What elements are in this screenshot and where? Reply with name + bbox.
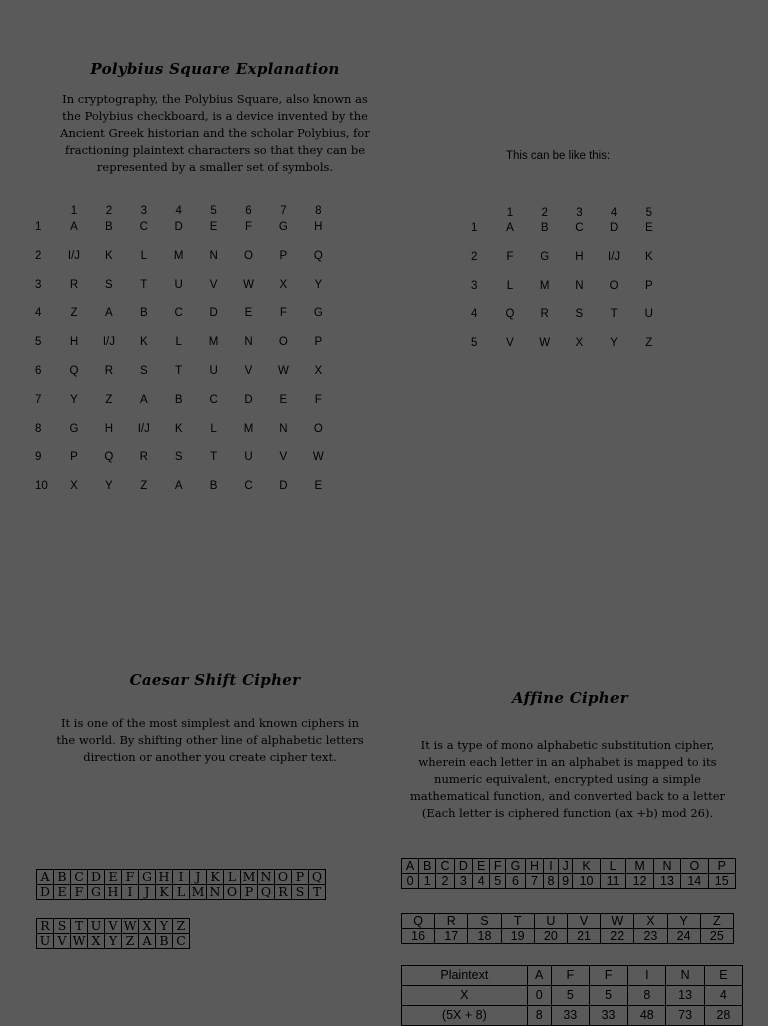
caesar-table-1-cell: T — [309, 885, 326, 900]
affine-table-2-cell: 22 — [601, 929, 634, 944]
polybius-column-header: 7 — [280, 205, 287, 217]
polybius-cell: Q — [104, 451, 114, 464]
small-square-cell: D — [609, 222, 619, 234]
caesar-text-line: the world. By shifting other line of alphabetic letters — [56, 733, 364, 747]
small-square-row-label: 3 — [471, 279, 478, 292]
affine-table-1-cell: 13 — [653, 874, 680, 889]
polybius-cell: A — [174, 480, 183, 493]
caesar-table-1-cell: K — [207, 870, 224, 885]
small-square-cell: I/J — [608, 250, 621, 263]
affine-table-1-cell: G — [506, 859, 526, 874]
caesar-table-2-cell: R — [37, 919, 54, 934]
polybius-cell: Y — [314, 278, 323, 291]
small-square-cell: P — [644, 279, 653, 292]
small-square-cell: G — [540, 250, 550, 263]
polybius-cell: B — [174, 393, 183, 406]
affine-table-1-cell: 4 — [473, 874, 490, 889]
affine-table-1-row — [402, 859, 736, 874]
affine-table-1-cell: 11 — [600, 874, 626, 889]
polybius-cell: C — [139, 221, 148, 233]
caesar-table-2-cell: W — [122, 919, 139, 934]
polybius-cell: I/J — [137, 422, 150, 435]
caesar-table-1-cell: J — [190, 870, 207, 885]
caesar-table-1-cell: L — [224, 870, 241, 885]
affine-table-3-cell: 73 — [666, 1006, 704, 1026]
affine-table-1-cell: 1 — [419, 874, 436, 889]
affine-table-3-cell: F — [551, 966, 589, 986]
caesar-table-1-cell: P — [241, 885, 258, 900]
caesar-table-2-cell: V — [105, 919, 122, 934]
polybius-cell: D — [209, 307, 218, 320]
polybius-row-label: 4 — [35, 307, 42, 320]
small-square-cell: Q — [505, 308, 515, 321]
caesar-text-line: It is one of the most simplest and known ciphers in — [60, 716, 359, 730]
polybius-text-line: fractioning plaintext characters so that they can be — [64, 143, 366, 157]
caesar-table-2-cell: S — [54, 919, 71, 934]
affine-title: Affine Cipher — [511, 689, 629, 707]
affine-table-2-cell: U — [534, 914, 567, 929]
affine-table-3-cell: 4 — [704, 986, 742, 1006]
affine-table-2 — [401, 913, 734, 944]
caesar-table-1-cell: G — [88, 885, 105, 900]
affine-table-1-cell: 14 — [681, 874, 708, 889]
affine-table-1-cell: 8 — [544, 874, 559, 889]
affine-table-1-cell: K — [573, 859, 600, 874]
caesar-table-1-cell: O — [275, 870, 292, 885]
affine-table-3-cell: 33 — [589, 1006, 627, 1026]
affine-table-2-cell: R — [435, 914, 468, 929]
affine-table-3-cell: I — [628, 966, 666, 986]
polybius-cell: B — [209, 480, 218, 493]
polybius-cell: L — [210, 422, 217, 435]
affine-table-1-cell: L — [600, 859, 626, 874]
polybius-cell: U — [174, 278, 183, 291]
affine-table-2-cell: T — [501, 914, 534, 929]
affine-table-1-row — [402, 874, 736, 889]
caesar-table-2-cell: V — [54, 934, 71, 949]
small-square-cell: N — [575, 279, 584, 292]
caesar-table-1-cell: M — [241, 870, 258, 885]
polybius-cell: W — [312, 451, 324, 464]
caesar-table-2-cell: T — [71, 919, 88, 934]
caesar-table-2-cell: C — [173, 934, 190, 949]
caesar-table-1-cell: A — [37, 870, 54, 885]
caesar-table-1-row — [37, 885, 326, 900]
affine-table-1-cell: 10 — [573, 874, 600, 889]
caesar-table-2-cell: X — [139, 919, 156, 934]
polybius-cell: C — [209, 393, 218, 406]
polybius-cell: W — [277, 365, 289, 377]
caesar-table-1-cell: H — [105, 885, 122, 900]
small-square-cell: R — [540, 308, 549, 321]
small-square-cell: O — [609, 279, 619, 292]
affine-table-1-cell: J — [558, 859, 573, 874]
caesar-table-1-cell: E — [105, 870, 122, 885]
caesar-table-1-cell: I — [173, 870, 190, 885]
caesar-table-1-cell: C — [71, 870, 88, 885]
polybius-cell: B — [139, 307, 148, 320]
affine-text-line: (Each letter is ciphered function (ax +b) mod 26). — [421, 806, 714, 820]
caesar-table-1-cell: F — [71, 885, 88, 900]
polybius-cell: V — [244, 365, 253, 377]
affine-table-2-cell: Q — [402, 914, 435, 929]
affine-table-1-cell: P — [708, 859, 736, 874]
small-square-cell: L — [506, 279, 514, 292]
caesar-table-1-cell: N — [258, 870, 275, 885]
small-square-cell: S — [575, 308, 584, 321]
affine-table-1-cell: C — [436, 859, 454, 874]
polybius-cell: R — [104, 365, 114, 377]
polybius-column-header: 5 — [210, 205, 217, 217]
small-square-cell: T — [610, 308, 618, 321]
polybius-row-label: 9 — [35, 451, 42, 464]
affine-table-2-cell: Z — [700, 914, 733, 929]
polybius-cell: H — [314, 221, 323, 233]
polybius-cell: Q — [69, 365, 79, 377]
polybius-cell: Z — [140, 480, 148, 493]
caesar-table-1-cell: G — [139, 870, 156, 885]
affine-table-3-cell: 28 — [704, 1006, 742, 1026]
small-square-cell: Y — [610, 337, 618, 350]
caesar-table-2-cell: Y — [156, 919, 173, 934]
polybius-text-line: In cryptography, the Polybius Square, also known as — [62, 92, 368, 106]
polybius-cell: B — [105, 221, 113, 233]
affine-table-2-cell: 21 — [567, 929, 600, 944]
small-square-row-label: 1 — [471, 222, 478, 234]
polybius-row-label: 7 — [35, 393, 42, 406]
polybius-column-header: 8 — [315, 205, 322, 217]
polybius-cell: I/J — [102, 336, 115, 349]
affine-table-1-cell: N — [653, 859, 680, 874]
affine-table-1-cell: 12 — [626, 874, 653, 889]
small-square-cell: E — [644, 222, 653, 234]
caesar-table-1-cell: L — [173, 885, 190, 900]
polybius-cell: A — [105, 307, 113, 320]
affine-table-2-row — [402, 914, 734, 929]
polybius-cell: F — [314, 393, 322, 406]
affine-table-1-cell: D — [454, 859, 472, 874]
polybius-cell: W — [243, 278, 254, 291]
polybius-row-label: 5 — [35, 336, 42, 349]
affine-table-1-cell: F — [490, 859, 506, 874]
affine-description — [400, 737, 735, 822]
caesar-table-2 — [36, 918, 190, 949]
polybius-row-label: 6 — [35, 365, 42, 377]
affine-table-1-cell: A — [402, 859, 419, 874]
affine-text-line: mathematical function, and converted back to a letter — [409, 789, 726, 803]
polybius-column-header: 2 — [105, 205, 113, 217]
polybius-cell: A — [139, 393, 148, 406]
small-square-cell: K — [644, 250, 653, 263]
small-square-cell: W — [539, 337, 551, 350]
small-square-caption: This can be like this: — [506, 150, 611, 162]
polybius-row-label: 8 — [35, 422, 42, 435]
polybius-cell: D — [244, 393, 253, 406]
affine-table-3-cell: A — [527, 966, 551, 986]
polybius-cell: U — [244, 451, 253, 464]
small-square-column-header: 1 — [506, 207, 514, 219]
polybius-cell: H — [104, 422, 114, 435]
polybius-cell: Y — [105, 480, 113, 493]
polybius-row-label: 1 — [35, 221, 42, 233]
small-square-column-header: 3 — [576, 207, 583, 219]
polybius-cell: T — [210, 451, 218, 464]
affine-table-1-cell: B — [419, 859, 436, 874]
polybius-cell: S — [174, 451, 183, 464]
polybius-cell: T — [175, 365, 183, 377]
affine-table-2-cell: 16 — [402, 929, 435, 944]
caesar-table-2-row — [37, 919, 190, 934]
small-square-column-header: 4 — [610, 207, 618, 219]
polybius-cell: N — [244, 336, 253, 349]
caesar-table-2-row — [37, 934, 190, 949]
polybius-cell: M — [243, 422, 254, 435]
polybius-cell: Z — [70, 307, 78, 320]
polybius-column-header: 3 — [140, 205, 147, 217]
caesar-table-2-cell: Z — [173, 919, 190, 934]
caesar-table-2-cell: U — [88, 919, 105, 934]
caesar-table-2-cell: Z — [122, 934, 139, 949]
affine-table-2-cell: 17 — [435, 929, 468, 944]
affine-table-3-cell: 8 — [628, 986, 666, 1006]
polybius-description — [30, 91, 400, 176]
polybius-cell: D — [279, 480, 288, 493]
polybius-cell: K — [139, 336, 148, 349]
polybius-cell: G — [69, 422, 79, 435]
affine-table-3-cell: N — [666, 966, 704, 986]
affine-table-3-cell: E — [704, 966, 742, 986]
polybius-cell: O — [313, 422, 323, 435]
affine-table-3-cell: 48 — [628, 1006, 666, 1026]
polybius-cell: E — [244, 307, 253, 320]
caesar-table-1-cell: D — [88, 870, 105, 885]
small-square-cell: X — [575, 337, 584, 350]
small-square-cell: F — [506, 250, 514, 263]
small-square-cell: H — [575, 250, 584, 263]
small-square-cell: Z — [645, 337, 653, 350]
polybius-cell: T — [140, 278, 148, 291]
caesar-table-1-cell: I — [122, 885, 139, 900]
affine-table-2-cell: 19 — [501, 929, 534, 944]
small-square-cell: U — [644, 308, 653, 321]
caesar-table-1-row — [37, 870, 326, 885]
small-square-cell: M — [539, 279, 550, 292]
affine-table-3-cell: 5 — [551, 986, 589, 1006]
affine-text-line: It is a type of mono alphabetic substitution cipher, — [420, 738, 715, 752]
polybius-cell: R — [139, 451, 148, 464]
affine-table-2-cell: 23 — [634, 929, 667, 944]
affine-table-3-cell: X — [402, 986, 528, 1006]
polybius-cell: X — [279, 278, 288, 291]
affine-table-2-cell: S — [468, 914, 501, 929]
caesar-table-1-cell: D — [37, 885, 54, 900]
polybius-cell: E — [279, 393, 288, 406]
affine-table-1-cell: 9 — [558, 874, 573, 889]
polybius-cell: P — [314, 336, 323, 349]
polybius-cell: L — [175, 336, 182, 349]
affine-table-1-cell: H — [525, 859, 543, 874]
caesar-table-2-cell: X — [88, 934, 105, 949]
polybius-cell: F — [244, 221, 253, 233]
caesar-table-1-cell: O — [224, 885, 241, 900]
polybius-cell: G — [278, 221, 288, 233]
affine-table-2-cell: 24 — [667, 929, 700, 944]
caesar-description — [40, 715, 380, 766]
caesar-table-1-cell: R — [275, 885, 292, 900]
polybius-cell: V — [279, 451, 288, 464]
polybius-cell: N — [279, 422, 288, 435]
affine-table-1-cell: O — [681, 859, 708, 874]
affine-table-3-row — [402, 986, 743, 1006]
polybius-cell: X — [70, 480, 78, 493]
polybius-cell: U — [209, 365, 218, 377]
polybius-cell: Z — [105, 393, 113, 406]
affine-text-line: wherein each letter in an alphabet is mapped to its — [418, 755, 717, 769]
affine-table-1-cell: 5 — [490, 874, 506, 889]
caesar-table-1-cell: M — [190, 885, 207, 900]
affine-table-1-cell: E — [473, 859, 490, 874]
polybius-cell: C — [174, 307, 183, 320]
polybius-cell: N — [209, 249, 218, 262]
affine-table-3-row — [402, 966, 743, 986]
caesar-table-1-cell: Q — [309, 870, 326, 885]
affine-table-1-cell: 6 — [506, 874, 526, 889]
caesar-table-1-cell: K — [156, 885, 173, 900]
affine-table-2-cell: X — [634, 914, 667, 929]
affine-table-1-cell: 2 — [436, 874, 454, 889]
polybius-cell: R — [69, 278, 79, 291]
polybius-column-header: 1 — [70, 205, 78, 217]
affine-table-1-cell: 7 — [525, 874, 543, 889]
polybius-row-label: 3 — [35, 278, 42, 291]
caesar-table-1-cell: B — [54, 870, 71, 885]
polybius-text-line: Ancient Greek historian and the scholar Polybius, for — [60, 126, 370, 140]
caesar-table-2-cell: B — [156, 934, 173, 949]
polybius-cell: H — [69, 336, 79, 349]
affine-table-2-cell: 25 — [700, 929, 733, 944]
polybius-cell: D — [174, 221, 183, 233]
affine-table-1 — [401, 858, 736, 889]
small-square-column-header: 5 — [645, 207, 652, 219]
affine-table-2-cell: V — [567, 914, 600, 929]
polybius-column-header: 4 — [175, 205, 182, 217]
polybius-title: Polybius Square Explanation — [90, 60, 340, 78]
caesar-table-1-cell: H — [156, 870, 173, 885]
affine-table-3-cell: F — [589, 966, 627, 986]
polybius-text-line: represented by a smaller set of symbols. — [96, 160, 334, 174]
polybius-cell: E — [209, 221, 218, 233]
small-square-row-label: 5 — [471, 337, 478, 350]
affine-table-1-cell: 15 — [708, 874, 736, 889]
caesar-text-line: direction or another you create cipher text. — [83, 750, 337, 764]
polybius-cell: X — [314, 365, 323, 377]
caesar-table-1 — [36, 869, 326, 900]
small-square-cell: V — [506, 337, 514, 350]
polybius-cell: Y — [70, 393, 78, 406]
affine-table-3-cell: 0 — [527, 986, 551, 1006]
affine-table-3-row — [402, 1006, 743, 1026]
polybius-cell: P — [279, 249, 288, 262]
affine-table-1-cell: I — [544, 859, 559, 874]
caesar-table-1-cell: N — [207, 885, 224, 900]
polybius-cell: S — [139, 365, 148, 377]
affine-table-3-cell: 33 — [551, 1006, 589, 1026]
caesar-table-1-cell: P — [292, 870, 309, 885]
polybius-cell: P — [70, 451, 78, 464]
polybius-cell: F — [279, 307, 287, 320]
affine-table-3-cell: (5X + 8) — [402, 1006, 528, 1026]
polybius-cell: O — [244, 249, 253, 262]
small-square-cell: C — [575, 222, 584, 234]
caesar-table-1-cell: E — [54, 885, 71, 900]
polybius-cell: O — [278, 336, 288, 349]
caesar-table-2-cell: Y — [105, 934, 122, 949]
small-square-row-label: 2 — [471, 250, 478, 263]
caesar-table-1-cell: Q — [258, 885, 275, 900]
affine-table-3-cell: Plaintext — [402, 966, 528, 986]
polybius-cell: V — [209, 278, 218, 291]
affine-table-1-cell: M — [626, 859, 653, 874]
affine-table-1-cell: 3 — [454, 874, 472, 889]
polybius-cell: K — [105, 249, 113, 262]
polybius-cell: K — [174, 422, 183, 435]
polybius-cell: G — [313, 307, 323, 320]
caesar-table-1-cell: J — [139, 885, 156, 900]
affine-table-2-cell: Y — [667, 914, 700, 929]
polybius-row-label: 10 — [35, 480, 48, 493]
affine-table-3-cell: 8 — [527, 1006, 551, 1026]
affine-table-3-cell: 13 — [666, 986, 704, 1006]
affine-text-line: numeric equivalent, encrypted using a simple — [434, 772, 701, 786]
caesar-title: Caesar Shift Cipher — [129, 671, 301, 689]
polybius-cell: E — [314, 480, 323, 493]
small-square-column-header: 2 — [541, 207, 548, 219]
polybius-cell: S — [105, 278, 113, 291]
caesar-table-1-cell: S — [292, 885, 309, 900]
polybius-column-header: 6 — [245, 205, 252, 217]
polybius-cell: M — [208, 336, 219, 349]
polybius-text-line: the Polybius checkboard, is a device invented by the — [62, 109, 368, 123]
polybius-cell: Q — [313, 249, 323, 262]
caesar-table-1-cell: F — [122, 870, 139, 885]
caesar-table-2-cell: W — [71, 934, 88, 949]
small-square-cell: B — [540, 222, 549, 234]
polybius-cell: A — [70, 221, 78, 233]
polybius-row-label: 2 — [35, 249, 42, 262]
affine-table-3-cell: 5 — [589, 986, 627, 1006]
small-square-cell: A — [506, 222, 514, 234]
caesar-table-2-cell: A — [139, 934, 156, 949]
affine-table-2-cell: 18 — [468, 929, 501, 944]
polybius-cell: L — [140, 249, 147, 262]
polybius-cell: C — [244, 480, 253, 493]
affine-table-1-cell: 0 — [402, 874, 419, 889]
affine-table-2-cell: 20 — [534, 929, 567, 944]
caesar-table-2-cell: U — [37, 934, 54, 949]
affine-table-2-row — [402, 929, 734, 944]
affine-table-3 — [401, 965, 743, 1026]
polybius-cell: M — [173, 249, 184, 262]
small-square-row-label: 4 — [471, 308, 478, 321]
affine-table-2-cell: W — [601, 914, 634, 929]
polybius-cell: I/J — [67, 249, 81, 262]
